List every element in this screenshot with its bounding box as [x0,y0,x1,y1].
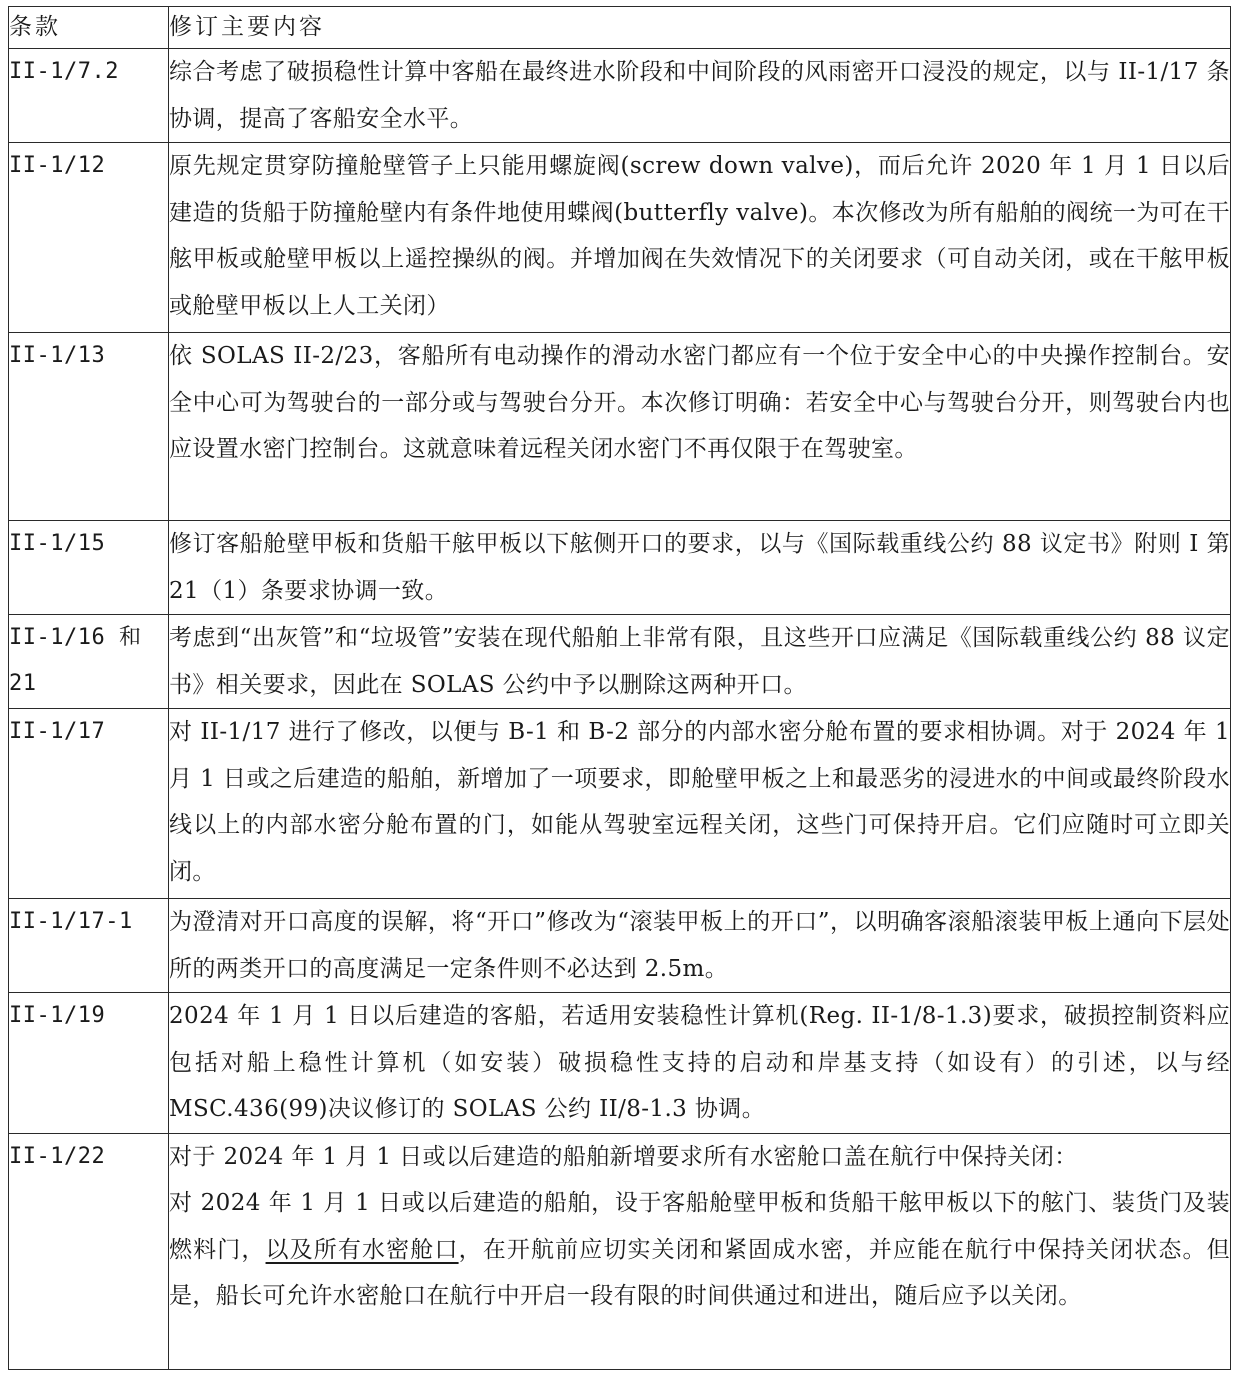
underlined-amendment-text: 以及所有水密舱口 [265,1236,459,1263]
clause-cell: II-1/15 [9,521,169,615]
content-cell: 考虑到“出灰管”和“垃圾管”安装在现代船舶上非常有限，且这些开口应满足《国际载重线公约 88 议定书》相关要求，因此在 SOLAS 公约中予以删除这两种开口。 [169,615,1231,709]
content-cell: 为澄清对开口高度的误解，将“开口”修改为“滚装甲板上的开口”，以明确客滚船滚装甲板上通向下层处所的两类开口的高度满足一定条件则不必达到 2.5m。 [169,899,1231,993]
table-row [9,143,1231,333]
header-content: 修订主要内容 [169,7,1231,49]
clause-cell: II-1/19 [9,993,169,1134]
clause-cell: II-1/17 [9,709,169,899]
content-cell: 综合考虑了破损稳性计算中客船在最终进水阶段和中间阶段的风雨密开口浸没的规定，以与 II-1/17 条协调，提高了客船安全水平。 [169,49,1231,143]
table-row [9,333,1231,521]
amendment-table [8,6,1231,1370]
content-text: 对 2024 年 1 月 1 日或以后建造的船舶，设于客船舱壁甲板和货船干舷甲板以下的舷门、装货门及装燃料门， [169,1190,1230,1263]
clause-cell: II-1/7.2 [9,49,169,143]
content-cell [169,1133,1231,1369]
clause-line: II-1/16 和 [9,625,142,650]
header-clause: 条款 [9,7,169,49]
content-cell: 原先规定贯穿防撞舱壁管子上只能用螺旋阀(screw down valve)，而后允许 2020 年 1 月 1 日以后建造的货船于防撞舱壁内有条件地使用蝶阀(butterfly valve)。本次修改为所有船舶的阀统一为可在干舷甲板或舱壁甲板以上遥控操纵的阀。并增加阀在失效情况下的关闭要求（可自动关闭，或在干舷甲板或舱壁甲板以上人工关闭） [169,143,1231,333]
table-header-row [9,7,1231,49]
content-intro-line: 对于 2024 年 1 月 1 日或以后建造的船舶新增要求所有水密舱口盖在航行中保持关闭： [169,1143,1078,1170]
clause-cell: II-1/12 [9,143,169,333]
table-row [9,615,1231,709]
clause-cell: II-1/22 [9,1133,169,1369]
table-row [9,521,1231,615]
table-row [9,709,1231,899]
clause-cell [9,615,169,709]
table-row [9,1133,1231,1369]
content-cell: 修订客船舱壁甲板和货船干舷甲板以下舷侧开口的要求，以与《国际载重线公约 88 议定书》附则 I 第 21（1）条要求协调一致。 [169,521,1231,615]
clause-line: 21 [9,671,37,696]
table-row [9,993,1231,1134]
content-cell: 对 II-1/17 进行了修改，以便与 B-1 和 B-2 部分的内部水密分舱布置的要求相协调。对于 2024 年 1 月 1 日或之后建造的船舶，新增加了一项要求，即舱壁甲板之上和最恶劣的浸进水的中间或最终阶段水线以上的内部水密分舱布置的门，如能从驾驶室远程关闭，这些门可保持开启。它们应随时可立即关闭。 [169,709,1231,899]
clause-cell: II-1/17-1 [9,899,169,993]
content-cell: 2024 年 1 月 1 日以后建造的客船，若适用安装稳性计算机(Reg. II-1/8-1.3)要求，破损控制资料应包括对船上稳性计算机（如安装）破损稳性支持的启动和岸基支持（如设有）的引述，以与经 MSC.436(99)决议修订的 SOLAS 公约 II/8-1.3 协调。 [169,993,1231,1134]
table-row [9,49,1231,143]
content-cell: 依 SOLAS II-2/23，客船所有电动操作的滑动水密门都应有一个位于安全中心的中央操作控制台。安全中心可为驾驶台的一部分或与驾驶台分开。本次修订明确：若安全中心与驾驶台分开，则驾驶台内也应设置水密门控制台。这就意味着远程关闭水密门不再仅限于在驾驶室。 [169,333,1231,521]
content-text: ，在开航前应切实关闭和紧固成水密，并应能在航行中保持关闭状态。但是，船长可允许水密舱口在航行中开启一段有限的时间供通过和进出，随后应予以关闭。 [169,1236,1230,1309]
clause-cell: II-1/13 [9,333,169,521]
table-row [9,899,1231,993]
